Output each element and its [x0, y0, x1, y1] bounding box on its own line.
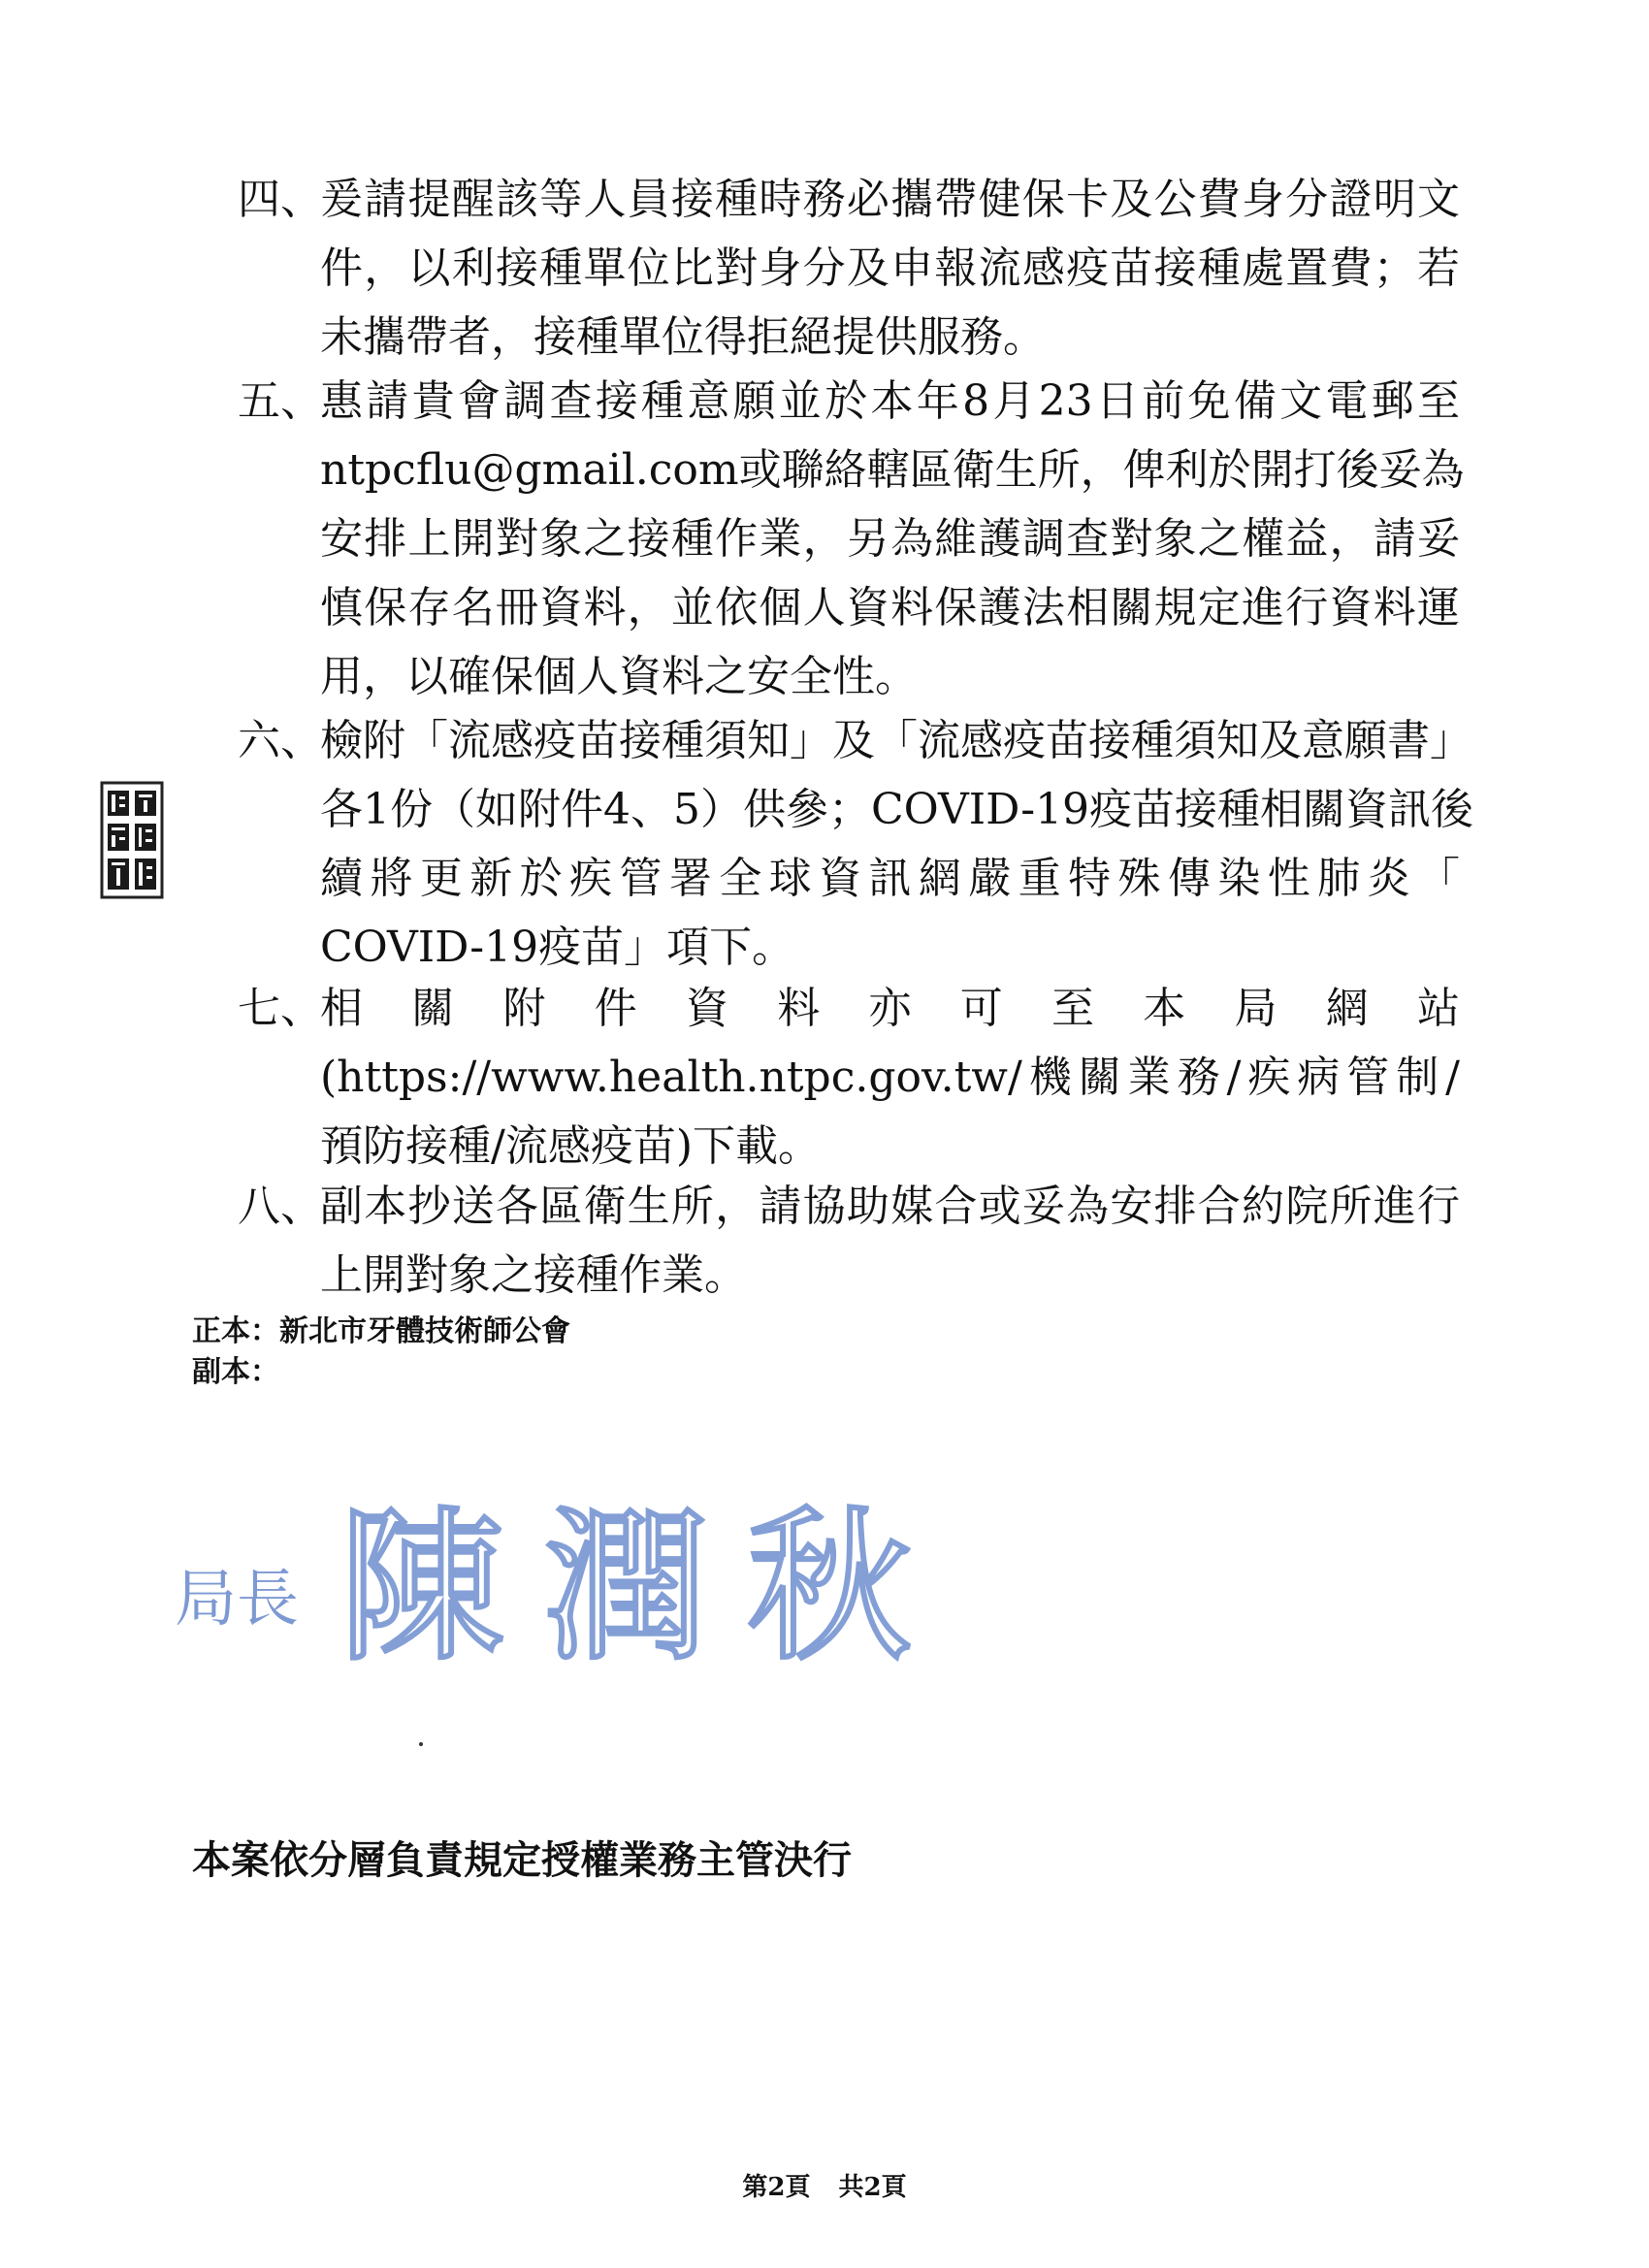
- item-line: 預防接種/流感疫苗)下載。: [320, 1121, 821, 1171]
- director-signature-stamp: [165, 1474, 980, 1698]
- page-footer: [0, 2167, 1649, 2203]
- item-line: 爰請提醒該等人員接種時務必攜帶健保卡及公費身分證明文: [320, 175, 1460, 224]
- item-6: [238, 706, 1474, 982]
- item-line: 上開對象之接種作業。: [320, 1250, 747, 1300]
- item-line: ntpcflu@gmail.com或聯絡轄區衛生所，俾利於開打後妥為: [320, 445, 1465, 495]
- page-total: 共2頁: [838, 2173, 907, 2202]
- item-line: 件，以利接種單位比對身分及申報流感疫苗接種處置費；若: [320, 243, 1460, 293]
- page-current: 第2頁: [742, 2173, 811, 2202]
- item-line: 未攜帶者，接種單位得拒絕提供服務。: [320, 312, 1046, 362]
- item-line: 續將更新於疾管署全球資訊網嚴重特殊傳染性肺炎「: [320, 854, 1460, 903]
- item-5: [238, 367, 1465, 711]
- item-8: [238, 1172, 1460, 1310]
- item-4: [238, 165, 1460, 372]
- item-line: 各1份（如附件4、5）供參；COVID-19疫苗接種相關資訊後: [320, 785, 1474, 834]
- item-line: COVID-19疫苗」項下。: [320, 923, 795, 972]
- item-number: 七、: [238, 984, 323, 1033]
- director-title: 局長: [175, 1564, 299, 1636]
- main-recipient: 正本：新北市牙體技術師公會: [192, 1314, 570, 1348]
- director-name: 陳潤秋: [340, 1492, 952, 1684]
- item-number: 四、: [238, 175, 323, 224]
- item-line: 副本抄送各區衛生所，請協助媒合或妥為安排合約院所進行: [320, 1182, 1460, 1231]
- item-line: 檢附「流感疫苗接種須知」及「流感疫苗接種須知及意願書」: [320, 716, 1472, 765]
- delegation-note: 本案依分層負責規定授權業務主管決行: [192, 1837, 852, 1883]
- item-line: (https://www.health.ntpc.gov.tw/機關業務/疾病管制/: [320, 1053, 1460, 1102]
- item-line: 慎保存名冊資料，並依個人資料保護法相關規定進行資料運: [320, 583, 1460, 632]
- item-7: [238, 974, 1460, 1181]
- copy-recipient: 副本：: [192, 1355, 279, 1389]
- item-line: 惠請貴會調查接種意願並於本年8月23日前免備文電郵至: [320, 376, 1460, 426]
- item-number: 六、: [238, 716, 323, 765]
- item-line: 用，以確保個人資料之安全性。: [320, 652, 918, 701]
- item-number: 八、: [238, 1182, 323, 1231]
- item-number: 五、: [238, 376, 323, 426]
- item-line: 安排上開對象之接種作業，另為維護調查對象之權益，請妥: [320, 514, 1460, 564]
- item-line: 相 關 附 件 資 料 亦 可 至 本 局 網 站: [320, 984, 1460, 1033]
- official-seal-icon: [100, 781, 164, 899]
- scan-speck: [419, 1742, 423, 1746]
